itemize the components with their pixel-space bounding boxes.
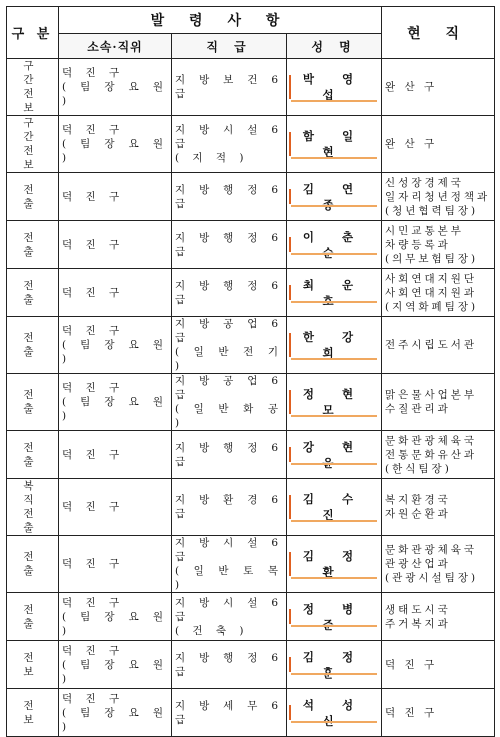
row-affiliation: 덕 진 구 bbox=[59, 479, 172, 536]
row-name: 박 영 섭 bbox=[302, 72, 366, 102]
row-affiliation: 덕 진 구 bbox=[59, 536, 172, 593]
table-row bbox=[7, 593, 495, 641]
row-category: 전 보 bbox=[7, 641, 59, 689]
name-underline bbox=[291, 673, 377, 675]
name-underline bbox=[291, 415, 377, 417]
header-affil: 소속·직위 bbox=[59, 34, 172, 59]
highlight-bar bbox=[289, 609, 291, 624]
row-grade: 지 방 행 정 6 급 bbox=[172, 641, 287, 689]
row-name-cell bbox=[287, 59, 382, 116]
row-grade: 지 방 공 업 6 급 ( 일 반 화 공 ) bbox=[172, 374, 287, 431]
table-row bbox=[7, 269, 495, 317]
name-underline bbox=[291, 205, 377, 207]
row-affiliation: 덕 진 구 ( 팀 장 요 원 ) bbox=[59, 641, 172, 689]
table-row bbox=[7, 317, 495, 374]
name-underline bbox=[291, 100, 377, 102]
row-category: 전 출 bbox=[7, 173, 59, 221]
name-underline bbox=[291, 253, 377, 255]
highlight-bar bbox=[289, 552, 291, 576]
row-category: 전 출 bbox=[7, 374, 59, 431]
row-name: 정 현 모 bbox=[302, 387, 366, 417]
name-underline bbox=[291, 301, 377, 303]
highlight-bar bbox=[289, 447, 291, 462]
row-current-position: 문화관광체육국 전통문화유산과 (한식팀장) bbox=[382, 431, 495, 479]
row-name: 한 강 희 bbox=[302, 330, 366, 360]
row-affiliation: 덕 진 구 ( 팀 장 요 원 ) bbox=[59, 374, 172, 431]
header-gubun: 구 분 bbox=[7, 7, 59, 59]
row-category: 전 출 bbox=[7, 221, 59, 269]
row-name-cell bbox=[287, 269, 382, 317]
highlight-bar bbox=[289, 705, 291, 720]
table-row bbox=[7, 479, 495, 536]
row-name: 김 수 진 bbox=[302, 492, 366, 522]
row-name: 김 연 종 bbox=[302, 181, 366, 212]
highlight-bar bbox=[289, 390, 291, 414]
row-name-cell bbox=[287, 479, 382, 536]
row-current-position: 덕 진 구 bbox=[382, 641, 495, 689]
row-category: 구 간 전 보 bbox=[7, 116, 59, 173]
row-name-cell bbox=[287, 116, 382, 173]
highlight-bar bbox=[289, 285, 291, 300]
row-grade: 지 방 행 정 6 급 bbox=[172, 431, 287, 479]
row-name: 최 운 호 bbox=[302, 277, 366, 308]
row-current-position: 전주시립도서관 bbox=[382, 317, 495, 374]
row-name-cell bbox=[287, 431, 382, 479]
name-underline bbox=[291, 520, 377, 522]
row-category: 전 보 bbox=[7, 689, 59, 737]
row-affiliation: 덕 진 구 ( 팀 장 요 원 ) bbox=[59, 317, 172, 374]
row-category: 복 직 전 출 bbox=[7, 479, 59, 536]
row-grade: 지 방 공 업 6 급 ( 일 반 전 기 ) bbox=[172, 317, 287, 374]
row-name: 정 병 준 bbox=[302, 601, 366, 632]
header-name: 성 명 bbox=[287, 34, 382, 59]
row-current-position: 맑은물사업본부 수질관리과 bbox=[382, 374, 495, 431]
table-row bbox=[7, 116, 495, 173]
row-affiliation: 덕 진 구 bbox=[59, 173, 172, 221]
row-name: 이 춘 순 bbox=[302, 229, 366, 260]
name-underline bbox=[291, 577, 377, 579]
name-underline bbox=[291, 721, 377, 723]
row-current-position: 문화관광체육국 관광산업과 (관광시설팀장) bbox=[382, 536, 495, 593]
table-row bbox=[7, 536, 495, 593]
row-name-cell bbox=[287, 689, 382, 737]
table-row bbox=[7, 59, 495, 116]
header-group-title: 발 령 사 항 bbox=[59, 7, 382, 34]
table-row bbox=[7, 689, 495, 737]
row-category: 전 출 bbox=[7, 269, 59, 317]
row-affiliation: 덕 진 구 ( 팀 장 요 원 ) bbox=[59, 116, 172, 173]
table-row bbox=[7, 641, 495, 689]
name-underline bbox=[291, 463, 377, 465]
table-row bbox=[7, 221, 495, 269]
row-affiliation: 덕 진 구 ( 팀 장 요 원 ) bbox=[59, 59, 172, 116]
highlight-bar bbox=[289, 657, 291, 672]
row-current-position: 복지환경국 자원순환과 bbox=[382, 479, 495, 536]
row-grade: 지 방 행 정 6 급 bbox=[172, 269, 287, 317]
row-affiliation: 덕 진 구 ( 팀 장 요 원 ) bbox=[59, 593, 172, 641]
row-name-cell bbox=[287, 374, 382, 431]
row-grade: 지 방 행 정 6 급 bbox=[172, 173, 287, 221]
table-row bbox=[7, 374, 495, 431]
row-name: 함 일 현 bbox=[302, 129, 366, 159]
table-row bbox=[7, 173, 495, 221]
row-grade: 지 방 세 무 6 급 bbox=[172, 689, 287, 737]
row-current-position: 사회연대지원단 사회연대지원과 (지역화폐팀장) bbox=[382, 269, 495, 317]
highlight-bar bbox=[289, 237, 291, 252]
row-grade: 지 방 행 정 6 급 bbox=[172, 221, 287, 269]
name-underline bbox=[291, 157, 377, 159]
highlight-bar bbox=[289, 495, 291, 519]
row-grade: 지 방 보 건 6 급 bbox=[172, 59, 287, 116]
table-row bbox=[7, 431, 495, 479]
highlight-bar bbox=[289, 189, 291, 204]
row-name: 김 정 훈 bbox=[302, 649, 366, 680]
name-underline bbox=[291, 358, 377, 360]
highlight-bar bbox=[289, 333, 291, 357]
row-name-cell bbox=[287, 221, 382, 269]
row-name-cell bbox=[287, 317, 382, 374]
row-name: 김 정 환 bbox=[302, 549, 366, 579]
row-name-cell bbox=[287, 536, 382, 593]
header-grade: 직 급 bbox=[172, 34, 287, 59]
row-category: 전 출 bbox=[7, 593, 59, 641]
row-affiliation: 덕 진 구 ( 팀 장 요 원 ) bbox=[59, 689, 172, 737]
row-category: 전 출 bbox=[7, 536, 59, 593]
row-grade: 지 방 시 설 6 급 ( 일 반 토 목 ) bbox=[172, 536, 287, 593]
header-current: 현 직 bbox=[382, 7, 495, 59]
row-grade: 지 방 시 설 6 급 ( 건 축 ) bbox=[172, 593, 287, 641]
row-category: 전 출 bbox=[7, 317, 59, 374]
row-category: 전 출 bbox=[7, 431, 59, 479]
row-affiliation: 덕 진 구 bbox=[59, 269, 172, 317]
personnel-table bbox=[6, 6, 495, 737]
row-grade: 지 방 시 설 6 급 ( 지 적 ) bbox=[172, 116, 287, 173]
highlight-bar bbox=[289, 75, 291, 99]
highlight-bar bbox=[289, 132, 291, 156]
row-current-position: 생태도시국 주거복지과 bbox=[382, 593, 495, 641]
row-category: 구 간 전 보 bbox=[7, 59, 59, 116]
row-affiliation: 덕 진 구 bbox=[59, 431, 172, 479]
table-body bbox=[7, 59, 495, 737]
row-name: 석 성 신 bbox=[302, 697, 366, 728]
row-affiliation: 덕 진 구 bbox=[59, 221, 172, 269]
row-name-cell bbox=[287, 593, 382, 641]
row-current-position: 덕 진 구 bbox=[382, 689, 495, 737]
row-name-cell bbox=[287, 641, 382, 689]
row-current-position: 시민교통본부 차량등록과 (의무보험팀장) bbox=[382, 221, 495, 269]
row-name-cell bbox=[287, 173, 382, 221]
row-current-position: 완 산 구 bbox=[382, 116, 495, 173]
row-name: 강 현 윤 bbox=[302, 439, 366, 470]
row-current-position: 신성장경제국 일자리청년정책과 (청년협력팀장) bbox=[382, 173, 495, 221]
name-underline bbox=[291, 625, 377, 627]
row-current-position: 완 산 구 bbox=[382, 59, 495, 116]
row-grade: 지 방 환 경 6 급 bbox=[172, 479, 287, 536]
